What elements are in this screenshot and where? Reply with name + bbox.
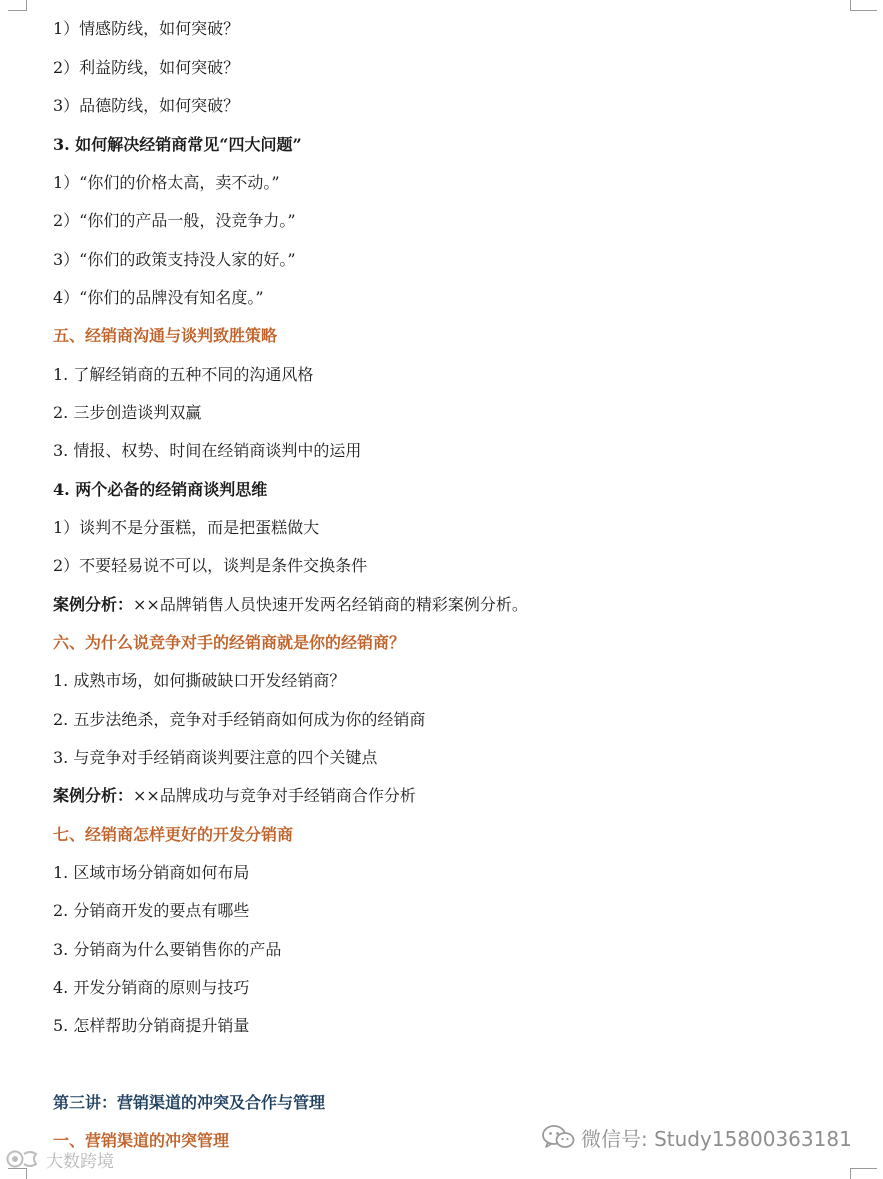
subheading: 3. 如何解决经销商常见“四大问题”: [53, 135, 302, 154]
list-item: 2）“你们的产品一般，没竞争力。”: [53, 211, 296, 230]
section-heading: 六、为什么说竞争对手的经销商就是你的经销商？: [53, 633, 406, 652]
list-item: 2）不要轻易说不可以，谈判是条件交换条件: [53, 556, 368, 575]
page-corner-mark-top-right: [850, 0, 877, 11]
chapter-heading: 第三讲：营销渠道的冲突及合作与管理: [53, 1093, 326, 1112]
brand-logo: [6, 1146, 114, 1172]
list-item: 1. 成熟市场，如何撕破缺口开发经销商？: [53, 671, 346, 690]
list-item: 2）利益防线，如何突破？: [53, 58, 240, 77]
list-item: 4. 开发分销商的原则与技巧: [53, 978, 250, 997]
list-item: 1）谈判不是分蛋糕，而是把蛋糕做大: [53, 518, 320, 537]
list-item: 2. 分销商开发的要点有哪些: [53, 901, 250, 920]
section-heading: 七、经销商怎样更好的开发分销商: [53, 825, 294, 844]
list-item: 1. 区域市场分销商如何布局: [53, 863, 250, 882]
list-item: 2. 五步法绝杀，竞争对手经销商如何成为你的经销商: [53, 710, 426, 729]
list-item: 3. 情报、权势、时间在经销商谈判中的运用: [53, 441, 362, 460]
case-analysis: [53, 595, 528, 615]
list-item: 1）“你们的价格太高，卖不动。”: [53, 173, 280, 192]
case-analysis-label: 案例分析：: [53, 786, 134, 805]
brand-mark-icon: [6, 1148, 42, 1170]
list-item: 5. 怎样帮助分销商提升销量: [53, 1016, 250, 1035]
subheading: 4. 两个必备的经销商谈判思维: [53, 480, 268, 499]
list-item: 4）“你们的品牌没有知名度。”: [53, 288, 264, 307]
case-analysis-text: ××品牌销售人员快速开发两名经销商的精彩案例分析。: [133, 595, 528, 614]
section-heading: 五、经销商沟通与谈判致胜策略: [53, 326, 278, 345]
list-item: 3）“你们的政策支持没人家的好。”: [53, 250, 296, 269]
list-item: 3. 分销商为什么要销售你的产品: [53, 940, 282, 959]
list-item: 3. 与竞争对手经销商谈判要注意的四个关键点: [53, 748, 378, 767]
case-analysis: [53, 786, 416, 806]
list-item: 2. 三步创造谈判双赢: [53, 403, 202, 422]
wechat-icon: [541, 1124, 575, 1150]
list-item: 1）情感防线，如何突破？: [53, 19, 240, 38]
list-item: 1. 了解经销商的五种不同的沟通风格: [53, 365, 314, 384]
page-corner-mark-top-left: [8, 0, 27, 11]
list-item: 3）品德防线，如何突破？: [53, 96, 240, 115]
wechat-watermark: [541, 1122, 852, 1152]
case-analysis-label: 案例分析：: [53, 595, 134, 614]
page-corner-mark-bottom-right: [850, 1168, 877, 1179]
section-heading: 一、营销渠道的冲突管理: [53, 1131, 230, 1150]
wechat-id-text: 微信号: Study15800363181: [581, 1126, 852, 1151]
case-analysis-text: ××品牌成功与竞争对手经销商合作分析: [133, 786, 416, 805]
brand-logo-text: 大数跨境: [46, 1151, 114, 1172]
